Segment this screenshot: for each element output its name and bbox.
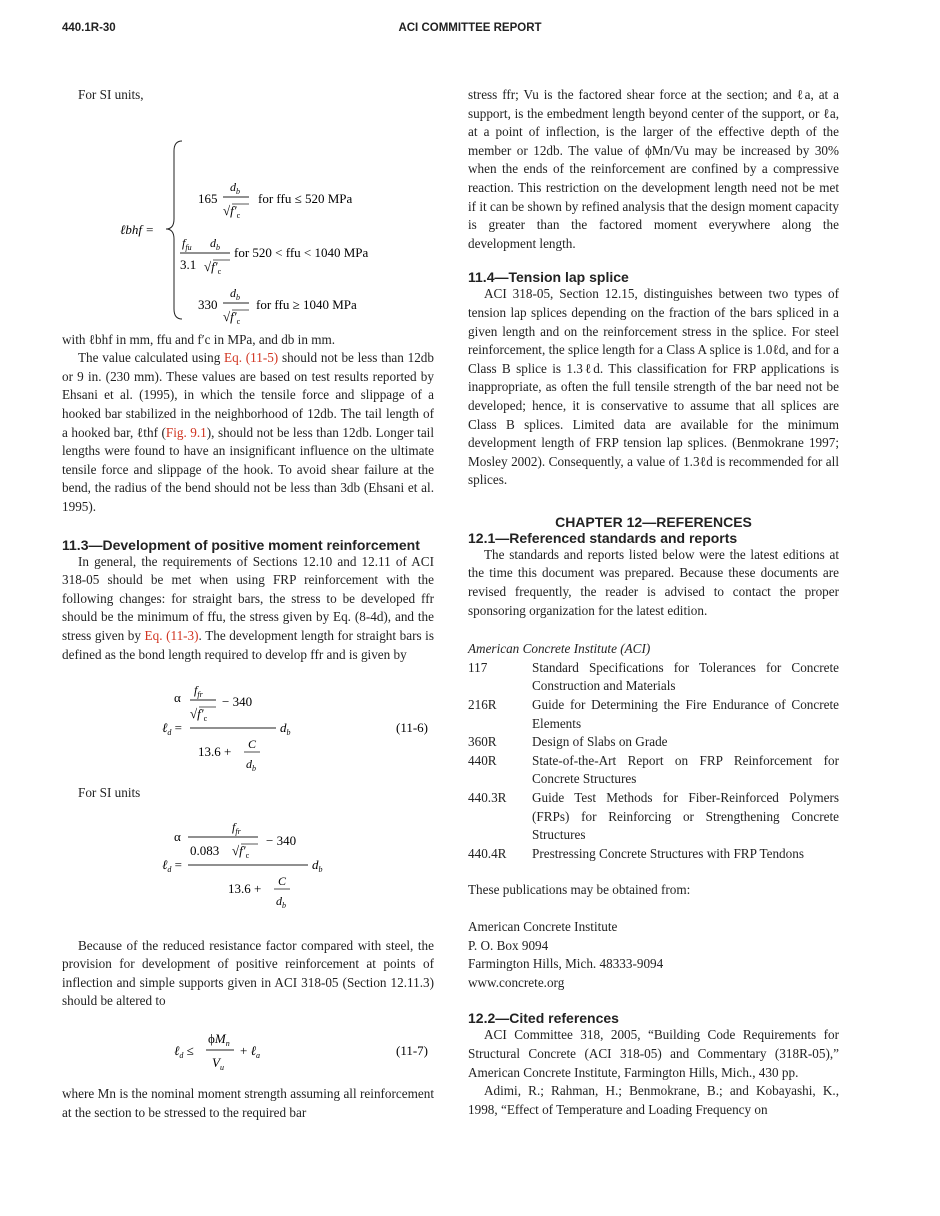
- reference-item: [468, 752, 839, 789]
- obtain-text: These publications may be obtained from:: [468, 882, 691, 898]
- section-12-2-heading: 12.2—Cited references: [468, 1010, 619, 1027]
- svg-text:ϕMn: $\phi M_n$: [208, 1031, 230, 1049]
- reference-item: [468, 733, 839, 752]
- svg-text:√f′c: $√f'_c$: [223, 202, 241, 220]
- svg-text:+ ℓa: + ℓ$_a$: [240, 1043, 261, 1061]
- svg-text:db: $d_b$: [230, 285, 240, 302]
- left-column: [62, 86, 434, 1122]
- equation-11-7-graphic: [62, 1025, 434, 1079]
- eq-11-7-number: (11-7): [396, 1043, 429, 1059]
- reference-title: Guide Test Methods for Fiber-Reinforced Polymers (FRPs) for Reinforcing or Strengthening Concrete Structures: [532, 790, 839, 843]
- svg-text:db: $d_b$: [210, 235, 220, 252]
- svg-text:− 340: − 340: [266, 832, 297, 848]
- svg-text:db: $d_b$: [312, 856, 323, 874]
- eq-case3-coef: 330: [198, 296, 218, 312]
- svg-text:C: C: [248, 737, 257, 752]
- eq-case1-cond: for ffu ≤ 520 MPa: [258, 190, 353, 206]
- eqsi-340: 340: [276, 832, 297, 848]
- svg-text:ffu: $f_{fu}$: [182, 235, 192, 252]
- general-paragraph: [62, 553, 434, 665]
- eq116-340: 340: [232, 694, 253, 710]
- eq-11-5-link[interactable]: Eq. (11-5): [224, 350, 279, 366]
- section-11-4-heading: 11.4—Tension lap splice: [468, 269, 629, 286]
- svg-text:√f′c: $√f'_c$: [190, 706, 208, 724]
- units-paragraph: with ℓbhf in mm, ffu and f′c in MPa, and db in mm.: [62, 331, 336, 347]
- svg-text:Vu: $V_u$: [212, 1055, 224, 1073]
- general-text-a: In general, the requirements of Sections 12.10 and 12.11 of ACI 318-05 should be met when using FRP reinforcement with the following changes: for straight bars, the stress to be developed ffr should be the minimum of ffu, the stress given by Eq. (8-4d), and the stress given by: [62, 553, 434, 643]
- stress-paragraph: stress ffr; Vu is the factored shear force at the section; and ℓa, at a support, is the embedment length beyond center of the support, or ℓa, at a point of inflection, is the larger of the effective depth of the member or 12db. The value of ϕMn/Vu may be increased by 30% when the ends of the reinforcement are confined by a compressive reaction. This restriction on the development length need not be met if it can be shown by refined analysis that the design moment capacity is greater than the factored moment everywhere along the development length.: [468, 87, 839, 251]
- svg-text:db: $d_b$: [246, 757, 256, 774]
- reduced-resistance-paragraph: Because of the reduced resistance factor compared with steel, the provision for development of positive reinforcement at points of inflection and simple supports given in ACI 318-05 (Section 12.11.3) should be altered to: [62, 937, 434, 1009]
- where-paragraph: where Mn is the nominal moment strength assuming all reinforcement at the section to be stressed to the required bar: [62, 1086, 434, 1120]
- general-text-b: . The development length for straight bars is defined as the bond length required to develop ffr and is given by: [62, 627, 434, 662]
- value-text-c: ), should not be less than 12db. Longer tail lengths were found to have an insignificant influence on the ultimate tensile force and slippage of the hook. To avoid shear failure at the bend, the radius of the bend should not be less than 3db (Ehsani et al. 1995).: [62, 424, 435, 514]
- address-line: P. O. Box 9094: [468, 937, 549, 953]
- lap-splice-paragraph: ACI 318-05, Section 12.15, distinguishes between two types of tension lap splices depending on the fraction of the bars spliced in a given length and on the reinforcement stress in the splice. For steel reinforcement, the splice length for a Class A splice is 1.0ℓd, and for a Class B splice is 1.3ℓd. This classification for FRP applications is inappropriate, as often the full tensile strength of the bar need not be developed; hence, it is conservative to assume that all splices are Class B splices. Limited data are available for the minimum development length of FRP tension lap splices. (Benmokrane 1997; Mosley 2002). Consequently, a value of 1.3ℓd is recommended for all splices.: [468, 286, 839, 488]
- svg-text:α: α: [174, 690, 181, 706]
- section-12-1-heading: 12.1—Referenced standards and reports: [468, 529, 738, 546]
- svg-text:ffr: $f_{fr}$: [194, 683, 203, 700]
- svg-text:ℓd =: ℓ$_d$ =: [162, 856, 183, 874]
- svg-text:db: $d_b$: [280, 720, 291, 738]
- eq-case3-cond: for ffu ≥ 1040 MPa: [256, 296, 357, 312]
- reference-number: 360R: [468, 734, 497, 750]
- svg-text:√f′c: $√f'_c$: [204, 258, 222, 276]
- svg-text:ℓd =: ℓ$_d$ =: [162, 720, 183, 738]
- svg-text:√f′c: $√f'_c$: [223, 308, 241, 326]
- address-line: Farmington Hills, Mich. 48333-9094: [468, 956, 664, 972]
- aci-reference-list: [468, 659, 839, 864]
- standards-paragraph: The standards and reports listed below were the latest editions at the time this document was prepared. Because these documents are revised frequently, the reader is advised to contact the proper sponsoring organization for the latest edition.: [468, 546, 839, 618]
- eq-11-6-number: (11-6): [396, 720, 429, 736]
- eq-11-3-link[interactable]: Eq. (11-3): [144, 627, 199, 643]
- equation-si: [62, 817, 434, 915]
- si-units-label-2: For SI units: [78, 785, 141, 801]
- svg-text:3.1: 3.1: [180, 256, 197, 272]
- value-text-a: The value calculated using: [78, 350, 225, 366]
- website-link[interactable]: www.concrete.org: [468, 974, 565, 990]
- equation-11-6: [62, 680, 434, 776]
- svg-text:ℓd ≤: ℓ$_d$ ≤: [174, 1043, 194, 1061]
- equation-lbhf-graphic: [62, 133, 434, 326]
- document-code: 440.1R-30: [62, 22, 116, 34]
- page-header: [62, 22, 878, 40]
- svg-text:α: α: [174, 828, 181, 844]
- reference-number: 117: [468, 659, 488, 675]
- eq116-136: 13.6 +: [198, 744, 232, 760]
- running-title: ACI COMMITTEE REPORT: [398, 22, 542, 34]
- reference-title: Guide for Determining the Fire Endurance of Concrete Elements: [532, 697, 839, 731]
- eqsi-136: 13.6 +: [228, 880, 262, 896]
- aci-org-label: American Concrete Institute (ACI): [468, 641, 651, 657]
- reference-item: [468, 845, 839, 864]
- equation-lbhf: [62, 133, 434, 326]
- eq-case2-cond: for 520 < ffu < 1040 MPa: [234, 244, 369, 260]
- reference-title: Standard Specifications for Tolerances for Concrete Construction and Materials: [532, 659, 839, 694]
- cited-reference: ACI Committee 318, 2005, “Building Code Requirements for Structural Concrete (ACI 318-05) and Commentary (318R-05),” American Concrete Institute, Farmington Hills, Mich., 430 pp.: [468, 1027, 839, 1080]
- reference-title: Design of Slabs on Grade: [532, 734, 668, 750]
- svg-text:− 340: − 340: [222, 694, 253, 710]
- address-line: American Concrete Institute: [468, 918, 618, 934]
- eqsi-k: 0.083: [190, 842, 220, 858]
- reference-title: Prestressing Concrete Structures with FRP Tendons: [532, 845, 804, 861]
- right-column: [468, 86, 839, 1119]
- reference-number: 440R: [468, 752, 497, 768]
- svg-text:√f′c: $√f'_c$: [232, 842, 250, 860]
- reference-item: [468, 659, 839, 696]
- aci-address: [468, 918, 839, 992]
- value-paragraph: [62, 349, 434, 516]
- reference-item: [468, 789, 839, 845]
- equation-si-graphic: [62, 817, 434, 915]
- eq-lbhf-lhs: ℓbhf =: [120, 221, 155, 237]
- reference-title: State-of-the-Art Report on FRP Reinforcement for Concrete Structures: [532, 752, 839, 787]
- value-text-b: should not be less than 12db or 9 in. (230 mm). These values are based on test results reported by Ehsani et al. (1995), in which the tensile force and slippage of a hooked bar stabilized in the neighborhood of 12db. The tail length of a hooked bar, ℓthf (: [62, 350, 434, 440]
- chapter-12-heading: CHAPTER 12—REFERENCES: [555, 513, 752, 530]
- equation-11-6-graphic: [62, 680, 434, 776]
- fig-9-1-link[interactable]: Fig. 9.1: [165, 424, 207, 440]
- equation-11-7: [62, 1025, 434, 1079]
- si-units-label: For SI units,: [78, 87, 144, 102]
- svg-text:db: $d_b$: [276, 893, 286, 910]
- eq-case1-coef: 165: [198, 190, 218, 206]
- reference-number: 440.3R: [468, 790, 507, 805]
- svg-text:C: C: [278, 873, 287, 888]
- reference-number: 216R: [468, 697, 497, 713]
- reference-item: [468, 696, 839, 733]
- svg-text:db: $d_b$: [230, 179, 240, 196]
- svg-text:ffr: $f_{fr}$: [232, 819, 241, 836]
- cited-reference: Adimi, R.; Rahman, H.; Benmokrane, B.; and Kobayashi, K., 1998, “Effect of Temperature and Loading Frequency on: [468, 1083, 839, 1117]
- reference-number: 440.4R: [468, 845, 507, 861]
- section-11-3-heading: 11.3—Development of positive moment reinforcement: [62, 536, 420, 553]
